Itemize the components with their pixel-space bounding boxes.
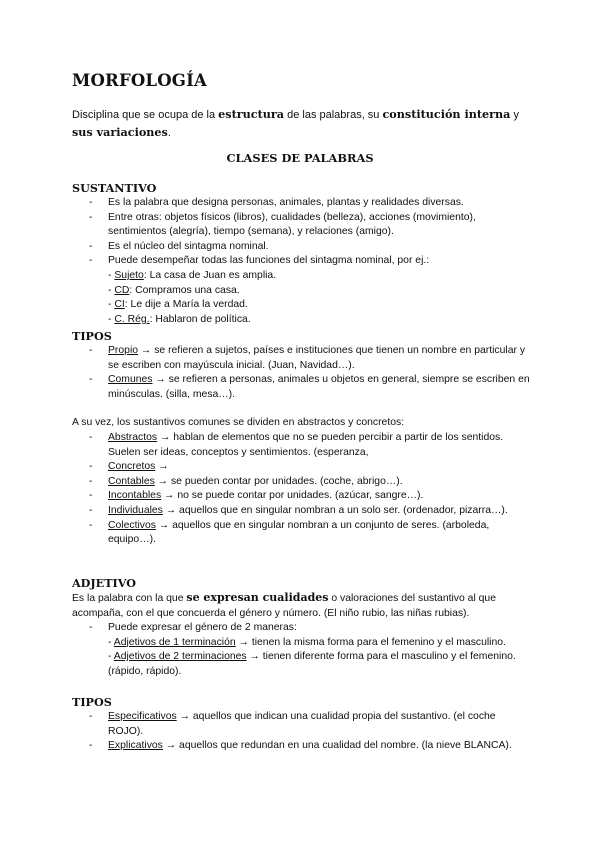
funcion-line: - C. Rég.: Hablaron de política. — [108, 313, 251, 325]
sustantivo-tipos-list — [72, 344, 532, 402]
list-item: - Individuales → aquellos que en singular nombran a un solo ser. (ordenador, pizarra…). — [72, 504, 532, 519]
list-item: - Especificativos → aquellos que indican una cualidad propia del sustantivo. (el coche ROJO). — [72, 710, 532, 739]
intro-text: y — [510, 109, 519, 121]
adjetivo-tipos-heading: TIPOS — [72, 695, 112, 709]
genero-line: - Adjetivos de 1 terminación → tienen la misma forma para el femenino y el masculino. — [108, 636, 506, 648]
intro-text: Disciplina que se ocupa de la — [72, 109, 219, 121]
list-item: - Incontables → no se puede contar por unidades. (azúcar, sangre…). — [72, 489, 532, 504]
list-item: - Contables → se pueden contar por unidades. (coche, abrigo…). — [72, 475, 532, 490]
intro-paragraph — [72, 106, 522, 141]
sustantivo-heading: SUSTANTIVO — [72, 181, 157, 195]
list-item: - Es la palabra que designa personas, animales, plantas y realidades diversas. — [72, 196, 532, 211]
list-item: - Concretos → — [72, 460, 532, 475]
intro-bold: constitución interna — [382, 107, 511, 121]
funcion-line: - Sujeto: La casa de Juan es amplia. — [108, 269, 277, 281]
adjetivo-heading: ADJETIVO — [72, 576, 136, 590]
funcion-line: - CD: Compramos una casa. — [108, 284, 240, 296]
sustantivo-list — [72, 196, 532, 327]
list-item: - Entre otras: objetos físicos (libros), cualidades (belleza), acciones (movimiento), sentimientos (alegría), tiempo (semana), y relaciones (amigo). — [72, 211, 532, 240]
comunes-intro: A su vez, los sustantivos comunes se dividen en abstractos y concretos: — [72, 417, 405, 428]
adjetivo-tipos-list — [72, 710, 532, 754]
comunes-list — [72, 431, 532, 548]
page-title: MORFOLOGÍA — [72, 71, 208, 90]
intro-bold: sus variaciones — [72, 124, 168, 139]
adjetivo-list — [72, 621, 532, 679]
genero-line: - Adjetivos de 2 terminaciones → tienen diferente forma para el masculino y el femenino. (rápido, rápido). — [108, 651, 516, 677]
intro-text: . — [167, 126, 171, 139]
list-item: - Puede desempeñar todas las funciones del sintagma nominal, por ej.: - Sujeto: La casa de Juan es amplia. - CD: Compramos una casa. - CI: Le dije a María la verdad. - C. Rég.: Hablaron de política. — [72, 254, 532, 327]
list-item: - Propio → se refieren a sujetos, países e instituciones que tienen un nombre en particular y se escriben con mayúscula inicial. (Juan, Navidad…). — [72, 344, 532, 373]
intro-text: de las palabras, su — [284, 109, 383, 121]
adjetivo-definition: Es la palabra con la que se expresan cualidades o valoraciones del sustantivo al que acompaña, con el que concuerda el género y número. (El niño rubio, las niñas rubias). — [72, 591, 496, 619]
list-item: - Comunes → se refieren a personas, animales u objetos en general, siempre se escriben en minúsculas. (silla, mesa…). — [72, 373, 532, 402]
tipos-heading: TIPOS — [72, 329, 112, 343]
list-item: - Puede expresar el género de 2 maneras: - Adjetivos de 1 terminación → tienen la misma forma para el femenino y el masculino. - Adjetivos de 2 terminaciones → tienen diferente forma para el masculino y el femenino. (rápido, rápido). — [72, 621, 532, 679]
clases-heading: CLASES DE PALABRAS — [226, 151, 374, 165]
list-item: - Explicativos → aquellos que redundan en una cualidad del nombre. (la nieve BLANCA). — [72, 739, 532, 754]
list-item: - Colectivos → aquellos que en singular nombran a un conjunto de seres. (arboleda, equipo…). — [72, 519, 532, 548]
list-item: - Es el núcleo del sintagma nominal. — [72, 240, 532, 255]
funcion-line: - CI: Le dije a María la verdad. — [108, 299, 248, 311]
intro-bold: estructura — [218, 107, 285, 121]
list-item: - Abstractos → hablan de elementos que no se pueden percibir a partir de los sentidos. Suelen ser ideas, conceptos y sentimientos. (esperanza, — [72, 431, 532, 460]
